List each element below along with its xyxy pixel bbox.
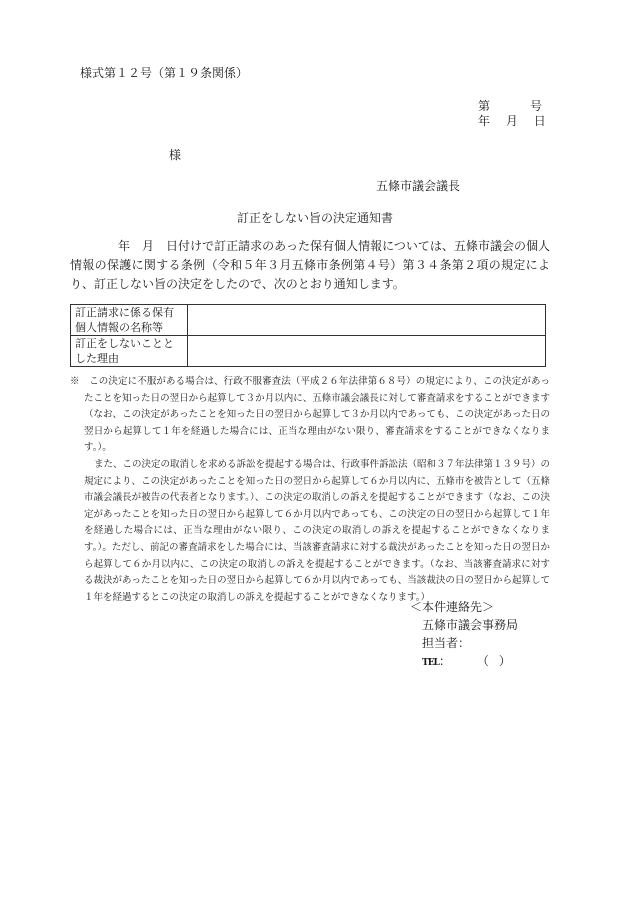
sender-name: 五條市議会議長 — [376, 179, 461, 193]
form-number-label: 様式第１２号（第１９条関係） — [80, 66, 249, 80]
date-day: 日 — [533, 114, 546, 128]
tel-paren-open: （ — [476, 654, 489, 668]
notes-section — [70, 374, 550, 606]
contact-person-label: 担当者： — [422, 636, 471, 650]
contact-tel-line — [410, 652, 518, 672]
contact-heading: ＜本件連絡先＞ — [410, 600, 495, 614]
table-row — [71, 305, 546, 336]
body-text: 年 月 日付けで訂正請求のあった保有個人情報については、五條市議会の個人情報の保護に関する条例（令和５年３月五條市条例第４号）第３４条第２項の規定により、訂正しない旨の決定をしたので、次のとおり通知します。 — [70, 239, 550, 291]
date-year: 年 — [478, 114, 491, 128]
info-table — [70, 304, 546, 367]
table-label-cell: 訂正をしないこととした理由 — [71, 336, 188, 367]
table-label-cell: 訂正請求に係る保有個人情報の名称等 — [71, 305, 188, 336]
recipient-honorific: 様 — [169, 148, 182, 162]
table-value-cell[interactable] — [188, 336, 546, 367]
contact-block — [410, 598, 518, 672]
contact-office: 五條市議会事務局 — [422, 618, 519, 632]
note-appeal: ※ この決定に不服がある場合は、行政不服審査法（平成２６年法律第６８号）の規定により、この決定があったことを知った日の翌日から起算して３か月以内に、五條市議会議長に対して審査請求をすることができます（なお、この決定があったことを知った日の翌日から起算して３か月以内であっても、この決定があった日の翌日から起算して１年を経過した場合には、正当な理由がない限り、審査請求をすることができなくなります。）。 — [70, 376, 550, 454]
date-month: 月 — [505, 114, 518, 128]
tel-label: TEL — [422, 658, 439, 668]
doc-number-suffix: 号 — [530, 99, 543, 113]
document-date — [478, 112, 558, 129]
note-lawsuit: また、この決定の取消しを求める訴訟を提起する場合は、行政事件訴訟法（昭和３７年法律第１３９号）の規定により、この決定があったことを知った日の翌日から起算して６か月以内に、五條市を被告として（五條市議会議長が被告の代表者となります。）、この決定の取消しの訴えを提起することができます（なお、この決定があったことを知った日の翌日から起算して６か月以内であっても、この決定の日の翌日から起算して１年を経過した場合には、正当な理由がない限り、この決定の取消しの訴えを提起することができなくなります。）。ただし、前記の審査請求をした場合には、当該審査請求に対する裁決があったことを知った日の翌日から起算して６か月以内に、この決定の取消しの訴えを提起することができます。（なお、当該審査請求に対する裁決があったことを知った日の翌日から起算して６か月以内であっても、当該裁決の日の翌日から起算して１年を経過するとこの決定の取消しの訴えを提起することができなくなります。） — [84, 458, 551, 603]
doc-number-prefix: 第 — [478, 99, 491, 113]
document-title: 訂正をしない旨の決定通知書 — [236, 211, 393, 225]
body-paragraph — [70, 237, 550, 294]
tel-paren-close: ） — [498, 654, 511, 668]
table-row — [71, 336, 546, 367]
tel-colon: ： — [438, 654, 451, 668]
table-value-cell[interactable] — [188, 305, 546, 336]
